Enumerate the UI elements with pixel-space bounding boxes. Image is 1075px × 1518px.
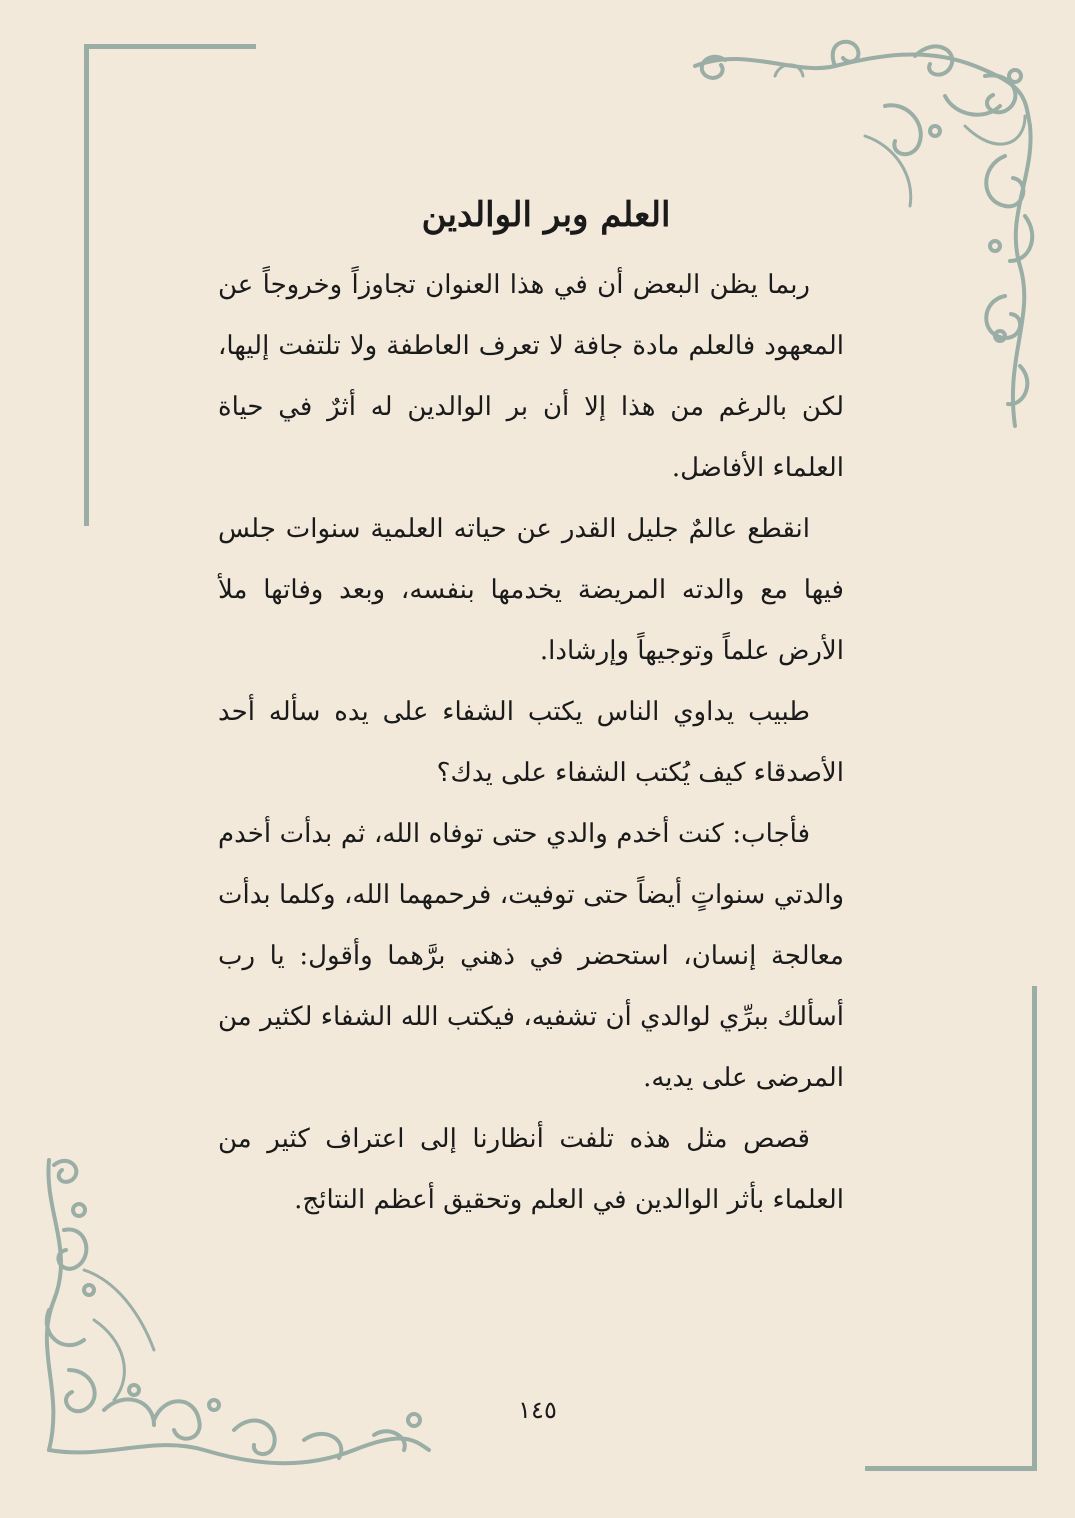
frame-top-left-horizontal <box>84 44 256 49</box>
frame-top-left-vertical <box>84 44 89 526</box>
paragraph: قصص مثل هذه تلفت أنظارنا إلى اعتراف كثير من العلماء بأثر الوالدين في العلم وتحقيق أعظم النتائج. <box>218 1124 844 1215</box>
page-title: العلم وبر الوالدين <box>421 195 671 235</box>
page-number: ١٤٥ <box>518 1396 557 1424</box>
article <box>218 185 844 1231</box>
paragraph: فأجاب: كنت أخدم والدي حتى توفاه الله، ثم بدأت أخدم والدتي سنواتٍ أيضاً حتى توفيت، فرحمهما الله، وكلما بدأت معالجة إنسان، استحضر في ذهني برَّهما وأقول: يا رب أسألك ببرِّي لوالدي أن تشفيه، فيكتب الله الشفاء لكثير من المرضى على يديه. <box>218 819 844 1093</box>
paragraph: طبيب يداوي الناس يكتب الشفاء على يده سأله أحد الأصدقاء كيف يُكتب الشفاء على يدك؟ <box>218 697 844 788</box>
paragraph: ربما يظن البعض أن في هذا العنوان تجاوزاً وخروجاً عن المعهود فالعلم مادة جافة لا تعرف العاطفة ولا تلتفت إليها، لكن بالرغم من هذا إلا أن بر الوالدين له أثرٌ في حياة العلماء الأفاضل. <box>218 270 844 483</box>
paragraph: انقطع عالمٌ جليل القدر عن حياته العلمية سنوات جلس فيها مع والدته المريضة يخدمها بنفسه، وبعد وفاتها ملأ الأرض علماً وتوجيهاً وإرشادا. <box>218 514 844 666</box>
frame-bottom-right-horizontal <box>865 1466 1037 1471</box>
